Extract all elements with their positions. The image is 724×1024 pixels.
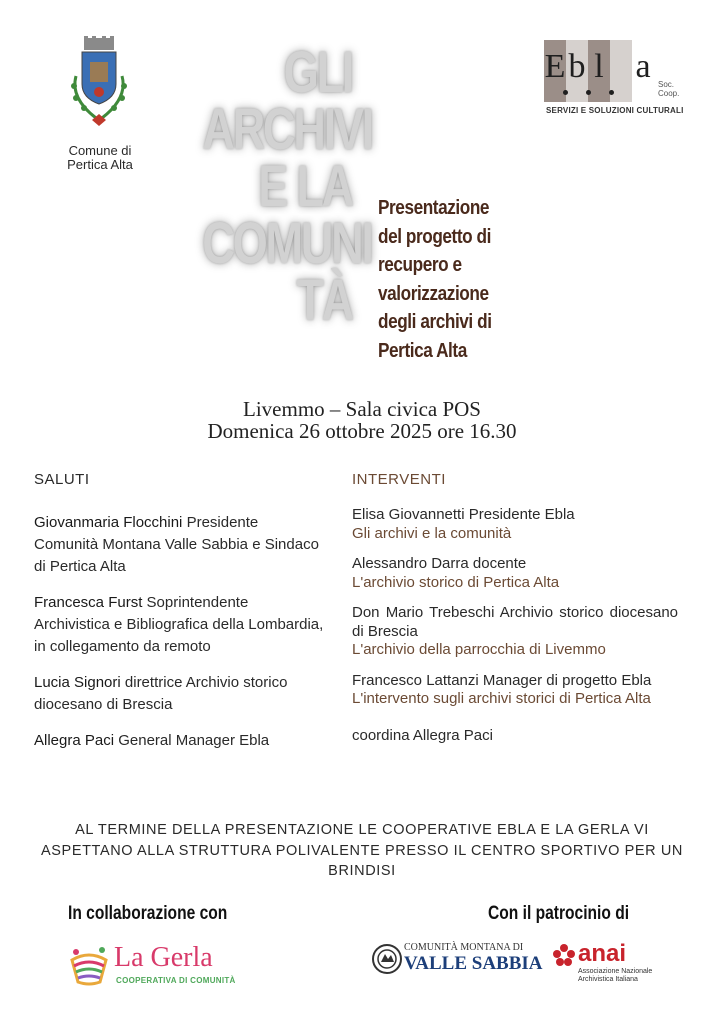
ebla-letter-b: b [568,48,586,85]
intervento-entry [352,604,678,660]
ebla-letter-a: a [635,48,651,85]
title-line-1: GLI [283,40,352,105]
saluti-name: Giovanmaria Flocchini [34,514,183,531]
anai-name: anai [578,940,627,967]
comune-name [40,144,160,172]
saluti-heading: SALUTI [34,471,90,488]
title-line-4: COMUNI [202,211,372,276]
subtitle-line-6: Pertica Alta [378,339,467,362]
anai-flower-icon [552,942,576,968]
saluti-name: Allegra Paci [34,732,115,749]
saluti-name: Lucia Signori [34,674,121,691]
title-line-3: E LA [258,154,352,219]
event-subtitle [378,194,507,365]
saluti-entry [34,512,324,578]
saluti-entry [34,592,324,658]
gerla-name: La Gerla [114,942,213,973]
intervento-speaker: Don Mario Trebeschi Archivio storico diocesano di Brescia [352,604,678,640]
intervento-talk: Gli archivi e la comunità [352,524,512,542]
valle-sabbia-top-text: COMUNITÀ MONTANA DI [404,942,524,953]
subtitle-line-4: valorizzazione [378,282,489,305]
valle-sabbia-logo [372,940,543,980]
interventi-heading: INTERVENTI [352,471,446,488]
subtitle-line-3: recupero e [378,254,462,276]
event-location: Livemmo – Sala civica POS [243,397,481,421]
coordina-text: coordina Allegra Paci [352,726,493,744]
collaboration-heading: In collaborazione con [68,903,228,924]
intervento-speaker: Francesco Lattanzi Manager di progetto Ebla [352,671,652,689]
anai-logo [552,940,662,984]
title-line-2: ARCHIVI [202,97,372,162]
intervento-entry [352,672,678,709]
subtitle-line-2: del progetto di [378,225,491,248]
title-line-5: TÀ [296,268,352,333]
intervento-speaker: Alessandro Darra docente [352,555,527,572]
closing-notice: AL TERMINE DELLA PRESENTAZIONE LE COOPERATIVE EBLA E LA GERLA VI ASPETTANO ALLA STRUTTURA POLIVALENTE PRESSO IL CENTRO SPORTIVO PER UN BRINDISI [41,822,683,879]
subtitle-line-1: Presentazione [378,197,490,219]
gerla-basket-icon [66,942,112,988]
event-details [0,398,724,442]
saluti-entry [34,672,324,716]
saluti-role: Soprintendente Archivistica e Bibliografica della Lombardia, in collegamento da remoto [34,594,324,655]
intervento-entry [352,506,678,543]
ebla-letter-l: l [594,48,604,85]
ebla-letter-e: E [544,48,566,85]
patronage-heading: Con il patrocinio di [488,903,630,924]
intervento-talk: L'archivio storico di Pertica Alta [352,573,560,591]
comune-line-2: Pertica Alta [67,157,133,172]
valle-sabbia-name: VALLE SABBIA [404,953,543,974]
gerla-subtitle: COOPERATIVA DI COMUNITÀ [116,976,236,985]
event-date: Domenica 26 ottobre 2025 ore 16.30 [207,419,517,443]
saluti-role: Presidente Comunità Montana Valle Sabbia e Sindaco di Pertica Alta [34,514,319,575]
la-gerla-logo [66,940,256,990]
intervento-speaker: Elisa Giovannetti Presidente Ebla [352,506,575,523]
intervento-entry [352,555,678,592]
intervento-talk: L'intervento sugli archivi storici di Pertica Alta [352,690,651,707]
interventi-list [352,506,678,757]
anai-subtitle: Associazione Nazionale Archivistica Italiana [578,968,653,983]
saluti-role: direttrice Archivio storico diocesano di Brescia [34,674,288,713]
ebla-logo [544,40,684,116]
saluti-list [34,512,324,766]
intervento-talk: L'archivio della parrocchia di Livemmo [352,641,606,658]
ebla-soc-coop: Soc. Coop. [658,80,680,98]
saluti-name: Francesca Furst [34,594,143,611]
event-title [202,40,372,333]
saluti-role: General Manager Ebla [118,732,270,749]
saluti-entry [34,730,324,752]
subtitle-line-5: degli archivi di [378,311,492,333]
comune-crest-logo [66,36,132,132]
ebla-tagline: SERVIZI E SOLUZIONI CULTURALI [546,106,684,115]
comune-line-1: Comune di [68,143,132,158]
valle-sabbia-emblem-icon [372,942,402,976]
